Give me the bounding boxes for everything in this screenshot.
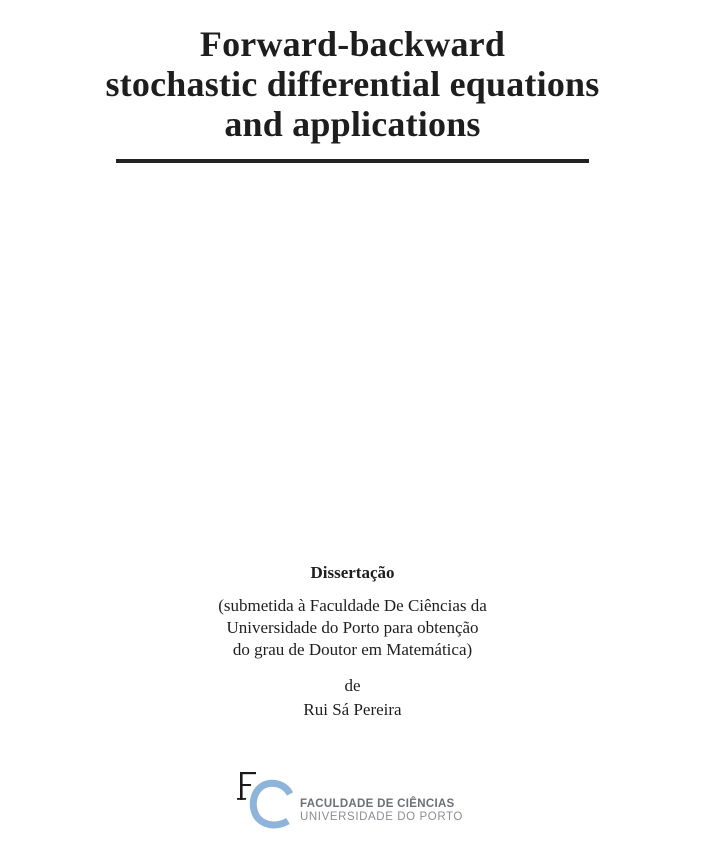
title-line-3: and applications <box>224 104 481 144</box>
submission-line-1: (submetida à Faculdade De Ciências da <box>218 596 487 615</box>
logo-text <box>300 798 463 824</box>
title-rule-divider <box>116 159 589 163</box>
submission-line-3: do grau de Doutor em Matemática) <box>232 640 473 659</box>
title-line-1: Forward-backward <box>199 24 506 64</box>
logo-university-name: UNIVERSIDADE DO PORTO <box>300 811 463 823</box>
dissertation-type: Dissertação <box>310 563 395 582</box>
by-word: de <box>344 676 361 695</box>
title-line-2: stochastic differential equations <box>105 64 600 104</box>
faculty-logo <box>236 768 476 832</box>
logo-faculty-name: FACULDADE DE CIÊNCIAS <box>300 798 455 810</box>
submission-line-2: Universidade do Porto para obtenção <box>226 618 479 637</box>
thesis-title <box>0 24 705 144</box>
fc-monogram-icon <box>236 768 296 832</box>
dissertation-info <box>0 563 705 721</box>
author-name: Rui Sá Pereira <box>303 700 402 719</box>
